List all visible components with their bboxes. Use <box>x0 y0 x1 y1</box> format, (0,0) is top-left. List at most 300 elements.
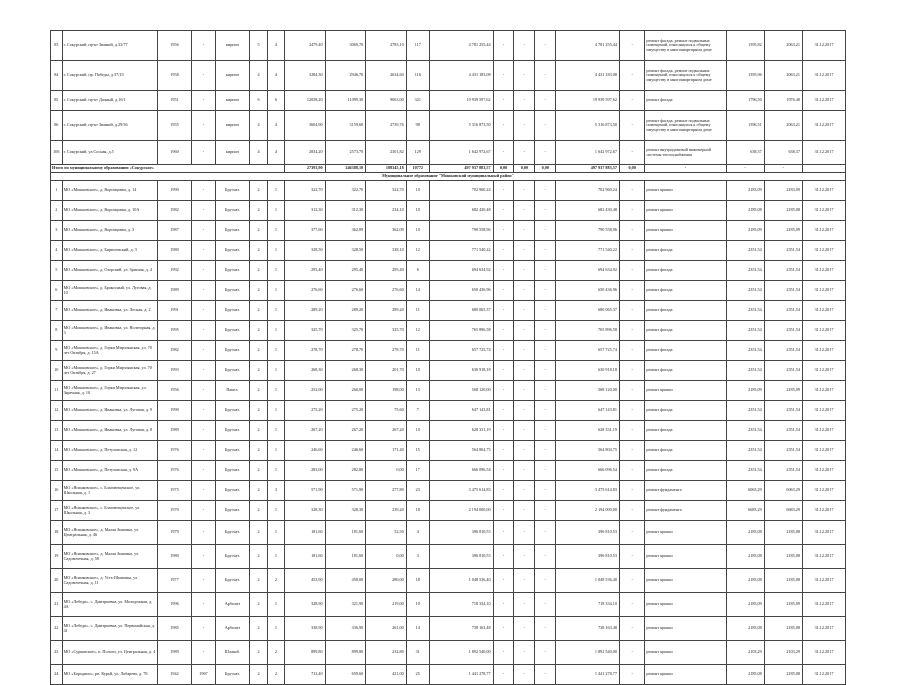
cell-private-area: 325,70 <box>366 321 407 341</box>
cell-residents: 4 <box>406 521 429 545</box>
cell-unit-cost: 1395,82 <box>726 31 764 61</box>
cell-deadline: 31.12.2017 <box>802 181 845 201</box>
cell-living-area: 282,80 <box>325 461 366 481</box>
cell-deadline: 31.12.2017 <box>802 481 845 501</box>
cell-residents: 14 <box>406 281 429 301</box>
table-row <box>51 181 846 201</box>
cell-wall-material: Брусчат. <box>215 201 250 221</box>
cell-deadline: 31.12.2017 <box>802 501 845 521</box>
cell-owners-fund: 694 634,92 <box>556 261 620 281</box>
cell-entrances: 1 <box>267 441 284 461</box>
cell-fund-local: - <box>535 91 556 111</box>
cell-floors: 4 <box>250 141 267 165</box>
cell-address: МО «Мошковское», д. Горки Мирзоянская, ул. Заречная, д. 10 <box>62 381 157 401</box>
cell-unit-cost: 1796,50 <box>726 91 764 111</box>
cell-fund-local: - <box>535 421 556 441</box>
cell-total-area: 3604,90 <box>285 111 326 141</box>
cell-residents: 7 <box>406 401 429 421</box>
cell-fund-local: - <box>535 241 556 261</box>
cell-row-number: 11 <box>51 381 63 401</box>
cell-fund-regional: - <box>514 281 535 301</box>
cell-build-year: 1951 <box>157 91 192 111</box>
cell-floors: 2 <box>250 181 267 201</box>
cell-residents: 321 <box>406 91 429 111</box>
total-cost: 497 937 883,57 <box>429 165 493 173</box>
table-row <box>51 641 846 665</box>
cell-total-area: 276,60 <box>285 281 326 301</box>
cell-max-unit-cost: 6063,29 <box>764 481 802 501</box>
cell-reconstruction-year: - <box>192 641 215 665</box>
cell-repair-works: ремонт крыши <box>645 181 726 201</box>
cell-repair-works: ремонт крыши <box>645 381 726 401</box>
cell-fund-regional: - <box>514 501 535 521</box>
cell-private-area: 362,09 <box>366 221 407 241</box>
cell-unit-cost: 2185,09 <box>726 381 764 401</box>
cell-private-area: 295,40 <box>366 261 407 281</box>
cell-entrances: 1 <box>267 181 284 201</box>
cell-private-area: 198,00 <box>366 381 407 401</box>
cell-entrances: 1 <box>267 201 284 221</box>
cell-wall-material: Брусчат. <box>215 321 250 341</box>
cell-entrances: 3 <box>267 481 284 501</box>
cell-floors: 4 <box>250 111 267 141</box>
cell-address: МО «Мошковское», д. Горки Мирзоянская, ул. 70 лет Октября, д. 27 <box>62 361 157 381</box>
cell-entrances: 1 <box>267 617 284 641</box>
cell-fund-local: - <box>535 31 556 61</box>
cell-fund-regional: - <box>514 321 535 341</box>
cell-residents: 12 <box>406 241 429 261</box>
cell-row-number: 9 <box>51 341 63 361</box>
cell-reconstruction-year: - <box>192 221 215 241</box>
cell-fund-federal: - <box>493 593 514 617</box>
cell-unit-cost: 2351,54 <box>726 281 764 301</box>
cell-repair-cost: 4 781 255,44 <box>429 31 493 61</box>
cell-fund-federal: - <box>493 221 514 241</box>
cell-total-area: 12058,20 <box>285 91 326 111</box>
cell-floors: 2 <box>250 261 267 281</box>
table-row <box>51 61 846 91</box>
cell-entrances: 4 <box>267 141 284 165</box>
cell-repair-works: ремонт крыши <box>645 641 726 665</box>
cell-entrances: 1 <box>267 501 284 521</box>
cell-other-fund: - <box>619 31 644 61</box>
cell-total-area: 289,20 <box>285 301 326 321</box>
cell-private-area: 219,00 <box>366 593 407 617</box>
cell-fund-regional: - <box>514 341 535 361</box>
cell-owners-fund: 1 892 540,00 <box>556 641 620 665</box>
cell-fund-federal: - <box>493 241 514 261</box>
cell-wall-material: Брусчат. <box>215 401 250 421</box>
cell-floors: 2 <box>250 569 267 593</box>
cell-address: МО «Мошковское», д. Петуховская, д. 12 <box>62 441 157 461</box>
cell-max-unit-cost: 2185,09 <box>764 221 802 241</box>
cell-entrances: 1 <box>267 301 284 321</box>
cell-fund-federal: - <box>493 181 514 201</box>
cell-repair-cost: 1 441 278,77 <box>429 665 493 685</box>
cell-repair-works: ремонт крыши <box>645 201 726 221</box>
cell-floors: 2 <box>250 301 267 321</box>
cell-living-area: 275,20 <box>325 401 366 421</box>
cell-max-unit-cost: 2185,08 <box>764 545 802 569</box>
cell-reconstruction-year: - <box>192 261 215 281</box>
cell-fund-local: - <box>535 501 556 521</box>
cell-other-fund: - <box>619 181 644 201</box>
cell-wall-material: кирпич <box>215 91 250 111</box>
cell-max-unit-cost: 2185,08 <box>764 569 802 593</box>
cell-unit-cost: 2351,54 <box>726 321 764 341</box>
total-row <box>51 165 846 173</box>
cell-floors: 2 <box>250 341 267 361</box>
cell-floors: 2 <box>250 441 267 461</box>
cell-residents: 18 <box>406 501 429 521</box>
cell-total-area: 453,90 <box>285 569 326 593</box>
cell-owners-fund: 3 475 614,83 <box>556 481 620 501</box>
cell-owners-fund: 4 781 255,44 <box>556 31 620 61</box>
cell-reconstruction-year: - <box>192 91 215 111</box>
cell-fund-local: - <box>535 281 556 301</box>
cell-owners-fund: 682 430,48 <box>556 201 620 221</box>
cell-residents: 98 <box>406 111 429 141</box>
cell-row-number: 17 <box>51 501 63 521</box>
cell-build-year: 1958 <box>157 61 192 91</box>
cell-unit-cost: 2351,54 <box>726 461 764 481</box>
cell-total-area: 325,70 <box>285 321 326 341</box>
cell-residents: 3 <box>406 545 429 569</box>
cell-other-fund: - <box>619 401 644 421</box>
cell-private-area: 421,00 <box>366 665 407 685</box>
cell-wall-material: Брусчат. <box>215 665 250 685</box>
cell-owners-fund: 19 939 597,62 <box>556 91 620 111</box>
cell-wall-material: Брусчат. <box>215 341 250 361</box>
cell-wall-material: Брусчат. <box>215 361 250 381</box>
cell-repair-cost: 630 918,18 <box>429 361 493 381</box>
cell-reconstruction-year: - <box>192 421 215 441</box>
cell-address: МО «Лебеди», с. Дмитриевка, ул. Молодежная, д. 4А <box>62 593 157 617</box>
cell-fund-local: - <box>535 381 556 401</box>
cell-repair-works: ремонт фасада <box>645 421 726 441</box>
cell-repair-cost: 682 430,48 <box>429 201 493 221</box>
cell-repair-cost: 4 431 183,08 <box>429 61 493 91</box>
cell-wall-material: Брусчат. <box>215 545 250 569</box>
cell-entrances: 1 <box>267 221 284 241</box>
cell-fund-federal: - <box>493 301 514 321</box>
cell-deadline: 31.12.2017 <box>802 545 845 569</box>
cell-wall-material: Брусчат. <box>215 521 250 545</box>
table-row <box>51 241 846 261</box>
cell-row-number: 21 <box>51 593 63 617</box>
cell-other-fund: - <box>619 301 644 321</box>
table-row <box>51 361 846 381</box>
total-c3: 0,00 <box>535 165 556 173</box>
cell-living-area: 11099,30 <box>325 91 366 111</box>
cell-living-area: 2946,70 <box>325 61 366 91</box>
cell-owners-fund: 1 441 278,77 <box>556 665 620 685</box>
cell-max-unit-cost: 2063,21 <box>764 31 802 61</box>
cell-residents: 10 <box>406 201 429 221</box>
cell-row-number: 1 <box>51 181 63 201</box>
cell-build-year: 1980 <box>157 241 192 261</box>
cell-deadline: 31.12.2017 <box>802 593 845 617</box>
cell-floors: 2 <box>250 361 267 381</box>
cell-fund-local: - <box>535 201 556 221</box>
cell-address: МО «Бородино», рп. Курьй, ул. Лобарева, д. 78 <box>62 665 157 685</box>
cell-address: МО «Мошковское», д. Озерский, ул. Зрятная, д. 4 <box>62 261 157 281</box>
cell-fund-regional: - <box>514 111 535 141</box>
cell-fund-federal: - <box>493 481 514 501</box>
cell-repair-cost: 771 540,22 <box>429 241 493 261</box>
cell-row-number: 85 <box>51 91 63 111</box>
cell-fund-federal: - <box>493 141 514 165</box>
cell-fund-federal: - <box>493 111 514 141</box>
cell-fund-regional: - <box>514 301 535 321</box>
cell-wall-material: кирпич <box>215 61 250 91</box>
table-row <box>51 545 846 569</box>
table-row <box>51 221 846 241</box>
cell-living-area: 260,00 <box>325 381 366 401</box>
cell-total-area: 712,40 <box>285 665 326 685</box>
table-row <box>51 201 846 221</box>
cell-living-area: 2573,70 <box>325 141 366 165</box>
cell-total-area: 283,00 <box>285 461 326 481</box>
cell-floors: 2 <box>250 321 267 341</box>
cell-build-year: 1979 <box>157 521 192 545</box>
cell-row-number: 3 <box>51 221 63 241</box>
cell-build-year: 1989 <box>157 421 192 441</box>
cell-fund-regional: - <box>514 141 535 165</box>
cell-private-area: 171,40 <box>366 441 407 461</box>
cell-wall-material: кирпич <box>215 141 250 165</box>
cell-wall-material: кирпич <box>215 31 250 61</box>
cell-floors: 2 <box>250 241 267 261</box>
cell-fund-local: - <box>535 401 556 421</box>
total-c1: 0,00 <box>493 165 514 173</box>
cell-row-number: 7 <box>51 301 63 321</box>
table-row <box>51 461 846 481</box>
cell-owners-fund: 680 065,37 <box>556 301 620 321</box>
cell-other-fund: - <box>619 501 644 521</box>
cell-address: г. Сокурский, пр-кт Зимний, д.29/36 <box>62 111 157 141</box>
cell-row-number: 13 <box>51 421 63 441</box>
cell-private-area: 322,70 <box>366 181 407 201</box>
cell-wall-material: Брусчат. <box>215 501 250 521</box>
cell-entrances: 1 <box>267 593 284 617</box>
cell-private-area: 9063,00 <box>366 91 407 111</box>
cell-residents: 11 <box>406 341 429 361</box>
cell-repair-cost: 628 331,19 <box>429 421 493 441</box>
cell-residents: 129 <box>406 141 429 165</box>
cell-fund-local: - <box>535 617 556 641</box>
housing-repair-table <box>50 30 846 685</box>
cell-max-unit-cost: 2351,54 <box>764 261 802 281</box>
cell-fund-federal: - <box>493 617 514 641</box>
cell-reconstruction-year: - <box>192 31 215 61</box>
cell-total-area: 278,70 <box>285 341 326 361</box>
cell-entrances: 1 <box>267 545 284 569</box>
cell-living-area: 181,60 <box>325 545 366 569</box>
cell-build-year: 1989 <box>157 281 192 301</box>
cell-fund-federal: - <box>493 461 514 481</box>
cell-fund-regional: - <box>514 521 535 545</box>
cell-entrances: 1 <box>267 341 284 361</box>
table-row <box>51 521 846 545</box>
cell-unit-cost: 6683,29 <box>726 501 764 521</box>
cell-build-year: 1993 <box>157 361 192 381</box>
cell-fund-local: - <box>535 481 556 501</box>
cell-fund-local: - <box>535 261 556 281</box>
cell-owners-fund: 4 431 183,08 <box>556 61 620 91</box>
cell-repair-cost: 19 939 597,62 <box>429 91 493 111</box>
cell-entrances: 1 <box>267 261 284 281</box>
cell-other-fund: - <box>619 281 644 301</box>
cell-repair-works: ремонт внутридомовой инженерной системы теплоснабжения <box>645 141 726 165</box>
cell-residents: 13 <box>406 381 429 401</box>
cell-repair-cost: 790 558,96 <box>429 221 493 241</box>
cell-reconstruction-year: - <box>192 281 215 301</box>
cell-other-fund: - <box>619 361 644 381</box>
cell-owners-fund: 647 143,81 <box>556 401 620 421</box>
total-area-a: 246388,10 <box>325 165 366 173</box>
cell-max-unit-cost: 2351,54 <box>764 441 802 461</box>
cell-fund-local: - <box>535 521 556 545</box>
cell-total-area: 338,90 <box>285 617 326 641</box>
cell-entrances: 1 <box>267 461 284 481</box>
cell-fund-regional: - <box>514 545 535 569</box>
table-row <box>51 341 846 361</box>
cell-total-area: 268,30 <box>285 361 326 381</box>
cell-private-area: 328,10 <box>366 241 407 261</box>
cell-repair-works: ремонт крыши <box>645 617 726 641</box>
cell-deadline: 31.12.2017 <box>802 665 845 685</box>
cell-deadline: 31.12.2017 <box>802 461 845 481</box>
cell-deadline: 31.12.2017 <box>802 301 845 321</box>
cell-deadline: 31.12.2017 <box>802 91 845 111</box>
cell-other-fund: - <box>619 545 644 569</box>
cell-total-area: 328,50 <box>285 241 326 261</box>
cell-address: г. Сокурский, пр. Победы, д.57/19 <box>62 61 157 91</box>
cell-total-area: 328,30 <box>285 501 326 521</box>
cell-build-year: 1976 <box>157 441 192 461</box>
cell-private-area: 2739,76 <box>366 111 407 141</box>
cell-max-unit-cost: 2351,54 <box>764 321 802 341</box>
cell-unit-cost: 1396,51 <box>726 111 764 141</box>
cell-deadline: 31.12.2017 <box>802 617 845 641</box>
cell-fund-federal: - <box>493 501 514 521</box>
table-row <box>51 593 846 617</box>
cell-entrances: 1 <box>267 281 284 301</box>
cell-deadline: 31.12.2017 <box>802 221 845 241</box>
cell-repair-cost: 5 316 873,50 <box>429 111 493 141</box>
total-tail2: - <box>726 165 764 173</box>
cell-residents: 14 <box>406 617 429 641</box>
cell-fund-regional: - <box>514 91 535 111</box>
cell-fund-federal: - <box>493 201 514 221</box>
table-row <box>51 421 846 441</box>
cell-fund-local: - <box>535 341 556 361</box>
cell-deadline: 31.12.2017 <box>802 261 845 281</box>
cell-living-area: 295,40 <box>325 261 366 281</box>
cell-unit-cost: 2351,54 <box>726 341 764 361</box>
cell-wall-material: Брусчат. <box>215 569 250 593</box>
cell-entrances: 1 <box>267 521 284 545</box>
cell-build-year: 1990 <box>157 401 192 421</box>
cell-residents: 116 <box>406 61 429 91</box>
cell-unit-cost: 2351,54 <box>726 361 764 381</box>
table-row <box>51 261 846 281</box>
cell-repair-works: ремонт фундамента <box>645 501 726 521</box>
cell-living-area: 278,70 <box>325 341 366 361</box>
cell-wall-material: Брусчат. <box>215 481 250 501</box>
table-row <box>51 31 846 61</box>
cell-reconstruction-year: - <box>192 201 215 221</box>
cell-build-year: 1996 <box>157 593 192 617</box>
cell-residents: 10 <box>406 593 429 617</box>
cell-total-area: 246,60 <box>285 441 326 461</box>
cell-build-year: 1960 <box>157 141 192 165</box>
table-row <box>51 441 846 461</box>
cell-row-number: 10 <box>51 361 63 381</box>
cell-private-area: 278,70 <box>366 341 407 361</box>
cell-total-area: 899,80 <box>285 641 326 665</box>
cell-fund-regional: - <box>514 181 535 201</box>
cell-row-number: 4 <box>51 241 63 261</box>
cell-living-area: 289,20 <box>325 301 366 321</box>
cell-reconstruction-year: - <box>192 341 215 361</box>
cell-max-unit-cost: 2351,54 <box>764 281 802 301</box>
cell-floors: 2 <box>250 481 267 501</box>
cell-reconstruction-year: - <box>192 381 215 401</box>
cell-unit-cost: 2185,09 <box>726 221 764 241</box>
cell-fund-regional: - <box>514 481 535 501</box>
cell-build-year: 1956 <box>157 381 192 401</box>
cell-fund-federal: - <box>493 569 514 593</box>
cell-deadline: 31.12.2017 <box>802 341 845 361</box>
cell-fund-regional: - <box>514 401 535 421</box>
table-row <box>51 141 846 165</box>
cell-fund-federal: - <box>493 31 514 61</box>
cell-repair-works: ремонт крыши <box>645 221 726 241</box>
cell-entrances: 1 <box>267 421 284 441</box>
cell-fund-local: - <box>535 545 556 569</box>
cell-deadline: 31.12.2017 <box>802 281 845 301</box>
cell-deadline: 31.12.2017 <box>802 569 845 593</box>
cell-entrances: 1 <box>267 401 284 421</box>
cell-row-number: 83 <box>51 31 63 61</box>
cell-residents: 11 <box>406 301 429 321</box>
cell-repair-works: ремонт фундамента <box>645 481 726 501</box>
cell-entrances: 2 <box>267 641 284 665</box>
cell-reconstruction-year: - <box>192 569 215 593</box>
cell-build-year: 1982 <box>157 201 192 221</box>
cell-repair-works: ремонт фасада <box>645 321 726 341</box>
cell-address: МО «Ясинковское», д. Усть-Шимовка, ул. Садовочечная, д. 11 <box>62 569 157 593</box>
cell-repair-cost: 702 960,24 <box>429 181 493 201</box>
cell-total-area: 181,60 <box>285 521 326 545</box>
cell-fund-regional: - <box>514 361 535 381</box>
cell-address: МО «Мошковское», д. Бракосный, ул. Луговая, д. 10 <box>62 281 157 301</box>
cell-build-year: 1980 <box>157 545 192 569</box>
cell-address: МО «Сурковское», п. Пологи, ул. Центральная, д. 4 <box>62 641 157 665</box>
cell-unit-cost: 2185,08 <box>726 617 764 641</box>
cell-repair-works: ремонт крыши <box>645 521 726 545</box>
cell-deadline: 31.12.2017 <box>802 141 845 165</box>
cell-reconstruction-year: - <box>192 241 215 261</box>
cell-living-area: 328,50 <box>325 241 366 261</box>
cell-repair-cost: 1 642 972,67 <box>429 141 493 165</box>
total-c2: 0,00 <box>514 165 535 173</box>
cell-address: МО «Ясинковское», с. Благовещенское, ул. Школьная, д. 3 <box>62 501 157 521</box>
cell-residents: 17 <box>406 461 429 481</box>
table-row <box>51 321 846 341</box>
